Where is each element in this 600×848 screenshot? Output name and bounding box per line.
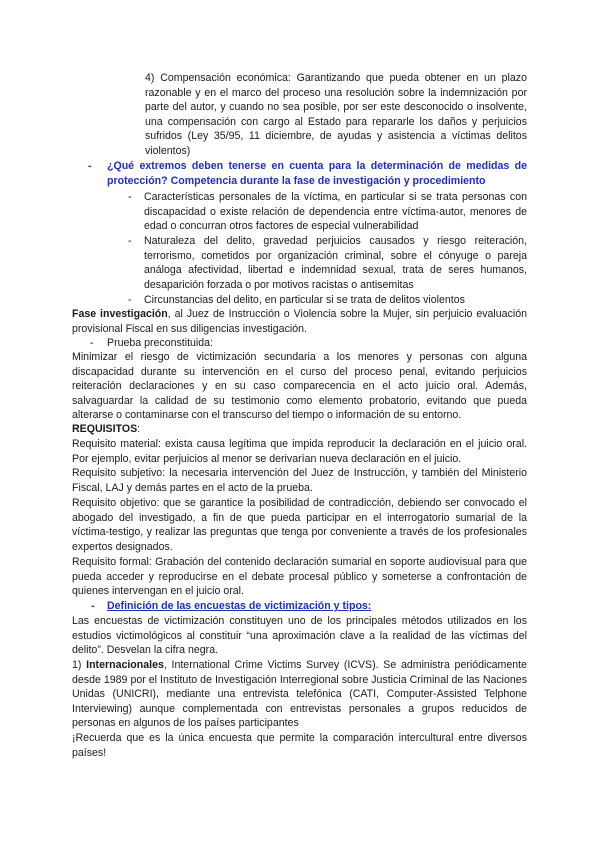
internacionales-number: 1) [72,659,87,671]
definicion-heading-text: Definición de las encuestas de victimización y tipos: [107,600,372,612]
requisito-objetivo [72,496,527,554]
encuestas-text: Las encuestas de victimización constituyen uno de los principales métodos utilizados en los estudios victimológicos al constituir “una aproximación clave a la realidad de las víctimas del delito”. Desvelan la cifra negra. [72,615,527,657]
bullet-text-2: Naturaleza del delito, gravedad perjuicios causados y riesgo reiteración, terrorismo, cometidos por organización criminal, sobre el cónyuge o pareja análoga afectividad, libertad e indemnidad sexual, trata de seres humanos, desaparición forzada o por motivos racistas o antisemitas [144,235,527,291]
question-heading [107,159,527,188]
requisito-material [72,437,527,466]
bullet-text-3: Circunstancias del delito, en particular si se trata de delitos violentos [144,294,465,306]
prueba-preconstituida [107,336,407,351]
requisito-formal-text: Requisito formal: Grabación del contenido declaración sumarial en soporte audiovisual para que pueda acceder y reproducirse en el debate procesal público y someterse a confrontación de quienes intervengan en el juicio oral. [72,556,527,598]
requisito-material-text: Requisito material: exista causa legítima que impida reproducir la declaración en el juicio oral. Por ejemplo, evitar perjuicios al menor se derivarían nueva declaración en el juicio. [72,438,527,465]
definicion-dash: - [91,600,95,612]
requisitos-colon: : [137,423,141,435]
recuerda-text: ¡Recuerda que es la única encuesta que permite la comparación intercultural entre diversos países! [72,732,527,759]
recuerda-paragraph [72,731,527,760]
minimizar-paragraph [72,350,527,423]
bullet-dash-1: - [128,191,132,203]
internacionales-label: Internacionales [86,659,164,671]
requisitos-heading [72,422,527,437]
prueba-preconstituida-text: Prueba preconstituida: [107,337,214,349]
bullet-item-1 [144,190,527,234]
bullet-dash-2: - [128,235,132,247]
question-heading-text: ¿Qué extremos deben tenerse en cuenta para la determinación de medidas de protección? Competencia durante la fase de investigación y procedimiento [107,160,527,187]
prueba-dash: - [90,337,94,349]
bullet-dash-3: - [128,294,132,306]
bullet-item-2 [144,234,527,292]
requisitos-label: REQUISITOS [72,423,138,435]
definicion-heading [107,599,527,614]
fase-investigacion-label: Fase investigación [72,308,168,320]
fase-investigacion-paragraph [72,307,527,336]
internacionales-text: , International Crime Victims Survey (ICVS). Se administra periódicamente desde 1989 por el Instituto de Investigación Interregional sobre Justicia Criminal de las Naciones Unidas (UNICRI), mediante una entrevista telefónica (CATI, Computer-Assisted Telphone Interviewing) aunque complementada con entrevistas personales a grupos reducidos de personas en algunos de los países participantes [72,659,527,730]
question-dash: - [88,160,92,172]
item-4-text: 4) Compensación económica: Garantizando que pueda obtener en un plazo razonable y en el marco del proceso una resolución sobre la indemnización por parte del autor, y cuando no sea posible, por ser este desconocido o insolvente, una compensación con cargo al Estado para repararle los daños y perjuicios sufridos (Ley 35/95, 11 diciembre, de ayudas y asistencia a víctimas delitos violentos) [145,72,527,157]
bullet-text-1: Características personales de la víctima, en particular si se trata personas con discapacidad o existe relación de dependencia entre víctima-autor, menores de edad o concurran otros factores de especial vulnerabilidad [144,191,527,233]
bullet-item-3 [144,293,527,308]
requisito-subjetivo-text: Requisito subjetivo: la necesaria intervención del Juez de Instrucción, y también del Ministerio Fiscal, LAJ y demás partes en el acto de la prueba. [72,467,527,494]
fase-investigacion-text: , al Juez de Instrucción o Violencia sobre la Mujer, sin perjuicio evaluación provisional Fiscal en sus diligencias investigación. [72,308,527,335]
encuestas-paragraph [72,614,527,658]
internacionales-paragraph [72,658,527,731]
requisito-objetivo-text: Requisito objetivo: que se garantice la posibilidad de contradicción, debiendo ser convocado el abogado del investigado, a fin de que pueda participar en el interrogatorio sumarial de la víctima-testigo, y realizar las preguntas que tenga por conveniente a través de los profesionales expertos designados. [72,497,527,553]
minimizar-text: Minimizar el riesgo de victimización secundaria a los menores y personas con alguna discapacidad durante su intervención en el curso del proceso penal, evitando perjuicios reiteración declaraciones y en su caso comparecencia en el acto juicio oral. Además, salvaguardar la calidad de su testimonio como elemento probatorio, evitando que pueda alterarse o contaminarse con el transcurso del tiempo o información de su entorno. [72,351,527,422]
requisito-subjetivo [72,466,527,495]
requisito-formal [72,555,527,599]
item-4-paragraph [145,71,527,159]
